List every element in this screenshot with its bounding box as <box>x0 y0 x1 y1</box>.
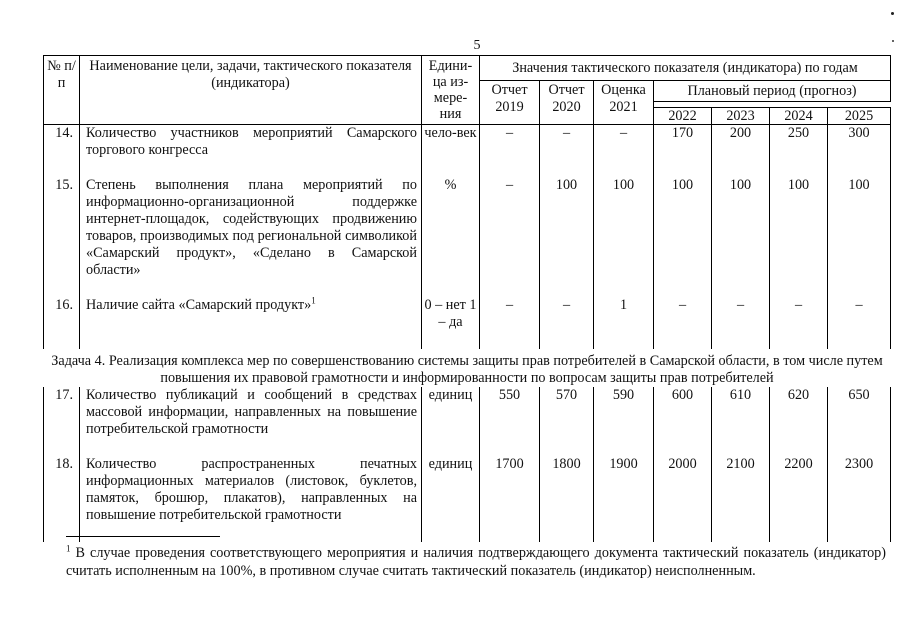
footnote-mark: 1 <box>66 543 71 554</box>
value-2019: – <box>480 177 540 297</box>
value-2019: 1700 <box>480 456 540 542</box>
value-2019: 550 <box>480 387 540 456</box>
table-row <box>44 456 891 542</box>
page-number: 5 <box>473 38 481 53</box>
header-estimate-2021: Оценка 2021 <box>594 81 654 125</box>
unit: чело-век <box>422 125 480 178</box>
row-number: 17. <box>44 387 80 456</box>
task-heading-row <box>44 349 891 387</box>
value-2020: 100 <box>540 177 594 297</box>
value-2021: 1900 <box>594 456 654 542</box>
value-2020: – <box>540 125 594 178</box>
indicator-name: Степень выполнения плана мероприятий по информационно-организационной поддержке интернет-площадок, содействующих продвижению товаров, производимых под региональной символикой «Самарский продукт», «Сделано в Самарской области» <box>80 177 422 297</box>
value-2021: 100 <box>594 177 654 297</box>
unit: единиц <box>422 456 480 542</box>
unit: % <box>422 177 480 297</box>
indicator-name-text: Наличие сайта «Самарский продукт» <box>86 297 312 313</box>
value-2021: – <box>594 125 654 178</box>
value-2025: 300 <box>828 125 891 178</box>
row-number: 16. <box>44 297 80 349</box>
value-2022: 170 <box>654 125 712 178</box>
unit: единиц <box>422 387 480 456</box>
indicator-name <box>80 297 422 349</box>
header-report-2020: Отчет 2020 <box>540 81 594 125</box>
value-2025: – <box>828 297 891 349</box>
value-2023: 100 <box>712 177 770 297</box>
row-number: 18. <box>44 456 80 542</box>
table-row <box>44 387 891 456</box>
unit: 0 – нет 1 – да <box>422 297 480 349</box>
footnote-text: В случае проведения соответствующего мероприятия и наличия подтверждающего документа тактический показатель (индикатор) считать исполненным на 100%, в противном случае считать тактический показатель (индикатор) неисполненным. <box>66 545 887 579</box>
value-2022: 100 <box>654 177 712 297</box>
table-row <box>44 125 891 178</box>
scan-mark <box>891 12 894 15</box>
value-2020: – <box>540 297 594 349</box>
value-2025: 650 <box>828 387 891 456</box>
indicators-table <box>43 55 891 542</box>
value-2021: 1 <box>594 297 654 349</box>
header-year-2023: 2023 <box>712 108 770 125</box>
indicator-name: Количество распространенных печатных информационных материалов (листовок, буклетов, памяток, брошюр, плакатов), направленных на повышение потребительской грамотности <box>80 456 422 542</box>
value-2024: 100 <box>770 177 828 297</box>
value-2023: – <box>712 297 770 349</box>
header-plan-period: Плановый период (прогноз) <box>654 81 891 102</box>
value-2019: – <box>480 297 540 349</box>
task-heading: Задача 4. Реализация комплекса мер по совершенствованию системы защиты прав потребителей в Самарской области, в том числе путем повышения их правовой грамотности и информированности по вопросам защиты прав потребителей <box>51 353 883 386</box>
row-number: 14. <box>44 125 80 178</box>
header-report-2019: Отчет 2019 <box>480 81 540 125</box>
value-2020: 570 <box>540 387 594 456</box>
value-2021: 590 <box>594 387 654 456</box>
header-year-2022: 2022 <box>654 108 712 125</box>
table-row <box>44 297 891 349</box>
indicator-name: Количество публикаций и сообщений в средствах массовой информации, направленных на повышение потребительской грамотности <box>80 387 422 456</box>
value-2023: 610 <box>712 387 770 456</box>
value-2024: 250 <box>770 125 828 178</box>
value-2025: 100 <box>828 177 891 297</box>
indicator-name: Количество участников мероприятий Самарского торгового конгресса <box>80 125 422 178</box>
header-year-2024: 2024 <box>770 108 828 125</box>
value-2023: 2100 <box>712 456 770 542</box>
scan-dot <box>892 40 894 42</box>
value-2025: 2300 <box>828 456 891 542</box>
row-number: 15. <box>44 177 80 297</box>
header-num: № п/п <box>44 56 80 125</box>
value-2019: – <box>480 125 540 178</box>
table-row <box>44 177 891 297</box>
value-2020: 1800 <box>540 456 594 542</box>
footnote <box>66 544 886 580</box>
value-2022: 2000 <box>654 456 712 542</box>
value-2022: 600 <box>654 387 712 456</box>
value-2022: – <box>654 297 712 349</box>
value-2024: 620 <box>770 387 828 456</box>
header-values: Значения тактического показателя (индикатора) по годам <box>480 56 891 81</box>
value-2024: – <box>770 297 828 349</box>
header-year-2025: 2025 <box>828 108 891 125</box>
value-2024: 2200 <box>770 456 828 542</box>
header-name: Наименование цели, задачи, тактического показателя (индикатора) <box>80 56 422 125</box>
header-unit: Едини-ца из-мере-ния <box>422 56 480 125</box>
footnote-separator <box>66 536 220 537</box>
footnote-ref: 1 <box>311 297 316 306</box>
value-2023: 200 <box>712 125 770 178</box>
